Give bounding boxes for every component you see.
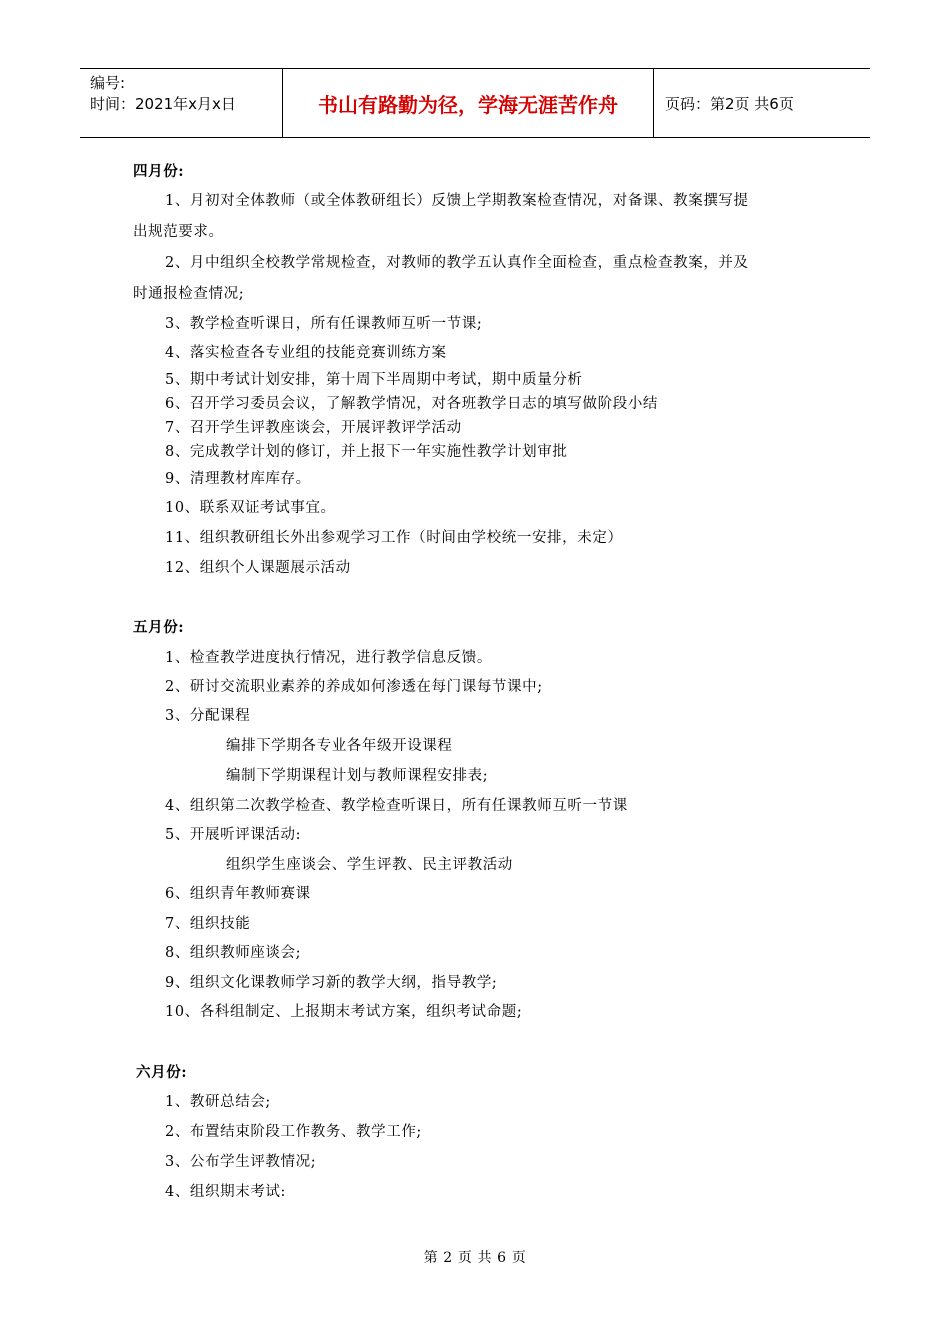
- number-label: 编号:: [90, 74, 126, 92]
- list-item: 3、分配课程: [165, 708, 251, 724]
- page-footer: 第 2 页 共 6 页: [423, 1250, 527, 1266]
- list-item: 4、组织第二次教学检查、教学检查听课日，所有任课教师互听一节课: [165, 798, 628, 814]
- list-item: 2、研讨交流职业素养的养成如何渗透在每门课每节课中;: [165, 679, 543, 695]
- list-item: 10、联系双证考试事宜。: [165, 500, 336, 516]
- list-item: 9、清理教材库库存。: [165, 471, 311, 487]
- list-item: 3、公布学生评教情况;: [165, 1154, 317, 1170]
- document-header: [80, 68, 870, 138]
- header-meta: [90, 73, 236, 115]
- list-item: 5、期中考试计划安排，第十周下半周期中考试，期中质量分析: [165, 372, 583, 388]
- list-item: 3、教学检查听课日，所有任课教师互听一节课;: [165, 316, 483, 332]
- header-divider: [653, 69, 654, 137]
- header-motto: 书山有路勤为径，学海无涯苦作舟: [318, 92, 618, 117]
- list-item: 4、落实检查各专业组的技能竞赛训练方案: [165, 345, 447, 361]
- list-item: 1、教研总结会;: [165, 1094, 271, 1110]
- section-title-june: 六月份:: [136, 1064, 188, 1081]
- list-item: 7、组织技能: [165, 916, 251, 932]
- list-subitem: 编排下学期各专业各年级开设课程: [226, 738, 453, 754]
- list-item: 时通报检查情况;: [133, 286, 245, 302]
- list-item: 7、召开学生评教座谈会，开展评教评学活动: [165, 420, 462, 436]
- list-subitem: 组织学生座谈会、学生评教、民主评教活动: [226, 857, 513, 873]
- list-item: 1、月初对全体教师（或全体教研组长）反馈上学期教案检查情况，对备课、教案撰写提: [165, 193, 749, 209]
- section-title-may: 五月份:: [133, 619, 185, 636]
- list-item: 1、检查教学进度执行情况，进行教学信息反馈。: [165, 650, 492, 666]
- list-item: 2、月中组织全校教学常规检查，对教师的教学五认真作全面检查，重点检查教案，并及: [165, 255, 749, 271]
- list-item: 6、召开学习委员会议，了解教学情况，对各班教学日志的填写做阶段小结: [165, 396, 659, 412]
- list-item: 9、组织文化课教师学习新的教学大纲，指导教学;: [165, 975, 498, 991]
- list-item: 12、组织个人课题展示活动: [165, 560, 351, 576]
- list-item: 5、开展听评课活动:: [165, 827, 302, 843]
- list-item: 出规范要求。: [133, 224, 224, 240]
- list-item: 4、组织期末考试:: [165, 1184, 287, 1200]
- list-item: 10、各科组制定、上报期末考试方案，组织考试命题;: [165, 1004, 523, 1020]
- section-title-april: 四月份:: [133, 163, 185, 180]
- list-item: 2、布置结束阶段工作教务、教学工作;: [165, 1124, 422, 1140]
- list-item: 8、完成教学计划的修订，并上报下一年实施性教学计划审批: [165, 444, 568, 460]
- list-item: 11、组织教研组长外出参观学习工作（时间由学校统一安排，未定）: [165, 530, 623, 546]
- list-item: 8、组织教师座谈会;: [165, 945, 302, 961]
- header-page-info: 页码：第2页 共6页: [665, 94, 794, 113]
- list-subitem: 编制下学期课程计划与教师课程安排表;: [226, 768, 489, 784]
- time-label: 时间：2021年x月x日: [90, 95, 236, 113]
- list-item: 6、组织青年教师赛课: [165, 886, 311, 902]
